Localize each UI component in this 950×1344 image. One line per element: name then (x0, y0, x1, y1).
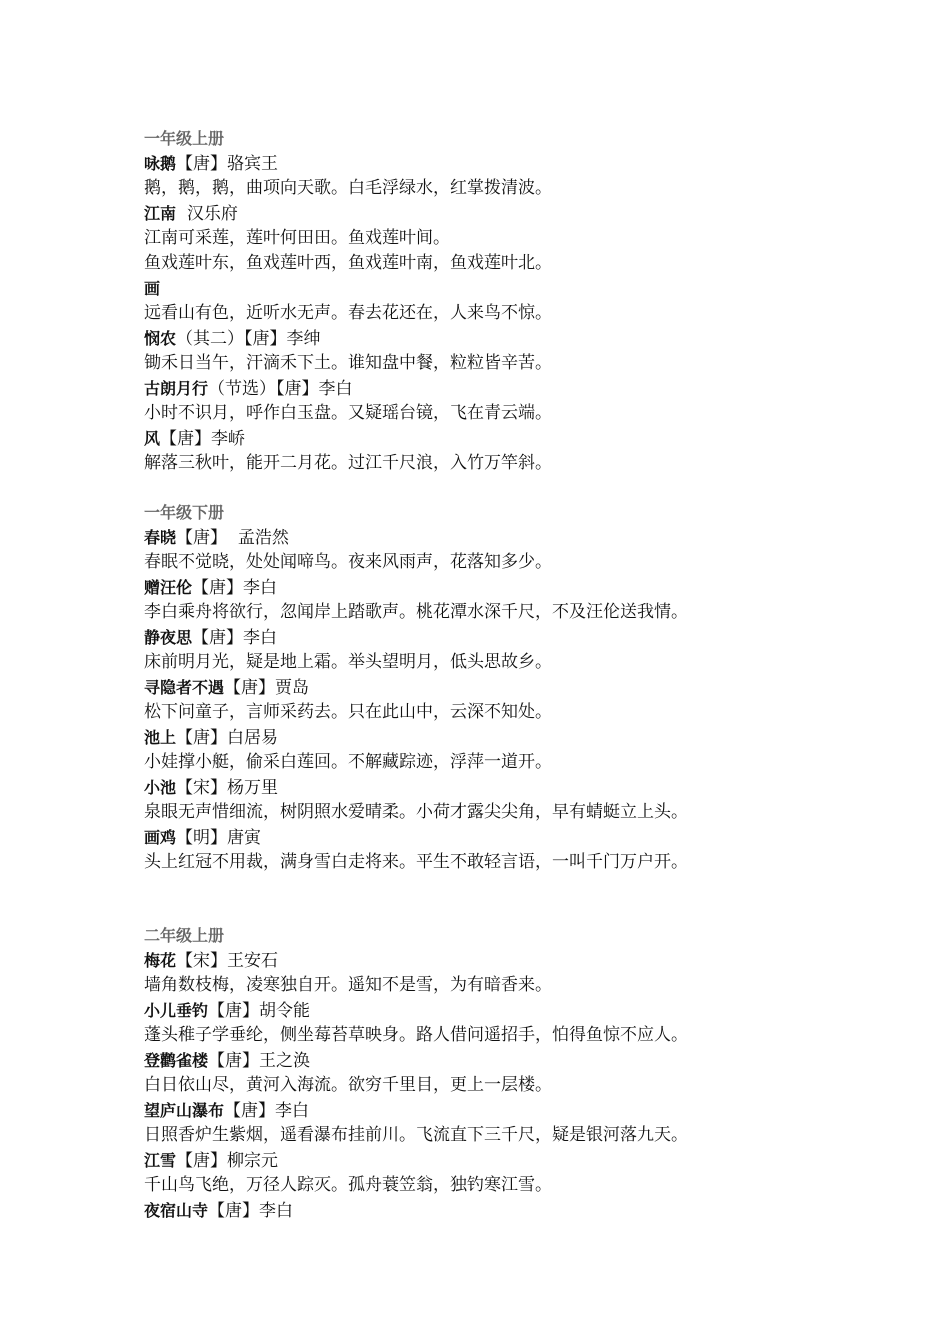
poem-title: 赠汪伦 (144, 578, 193, 597)
poem-title: 悯农 (144, 329, 177, 348)
poem-line: 鹅，鹅，鹅，曲项向天歌。白毛浮绿水，红掌拨清波。 (144, 178, 552, 198)
poem-line: 日照香炉生紫烟，遥看瀑布挂前川。飞流直下三千尺，疑是银河落九天。 (144, 1125, 688, 1145)
poem-author: 【唐】胡令能 (208, 1001, 311, 1021)
poem-header (144, 948, 924, 973)
poem-author: 【唐】李白 (192, 578, 278, 598)
poem-header (144, 1148, 924, 1173)
grade-heading: 二年级上册 (144, 926, 225, 945)
poem-header (144, 376, 924, 401)
poem-header (144, 151, 924, 176)
poem-title: 春晓 (144, 528, 177, 547)
poem-author: 【唐】李白 (276, 379, 353, 399)
poem-note: （其二） (176, 329, 245, 349)
poem-header (144, 1048, 924, 1073)
poem-line: 千山鸟飞绝，万径人踪灭。孤舟蓑笠翁，独钓寒江雪。 (144, 1175, 552, 1195)
poem-title: 古朗月行 (144, 379, 209, 398)
poem-title: 江南 (144, 204, 177, 223)
poem-header (144, 575, 924, 600)
poem-author: 【唐】李峤 (160, 429, 246, 449)
poem-line: 蓬头稚子学垂纶，侧坐莓苔草映身。路人借问遥招手，怕得鱼惊不应人。 (144, 1025, 688, 1045)
poem-title: 梅花 (144, 951, 177, 970)
poem-header (144, 725, 924, 750)
poem-header (144, 998, 924, 1023)
poem-header (144, 426, 924, 451)
poem-line: 小时不识月，呼作白玉盘。又疑瑶台镜，飞在青云端。 (144, 403, 552, 423)
poem-header (144, 276, 924, 301)
poem-line: 头上红冠不用裁，满身雪白走将来。平生不敢轻言语，一叫千门万户开。 (144, 852, 688, 872)
poem-line: 李白乘舟将欲行，忽闻岸上踏歌声。桃花潭水深千尺，不及汪伦送我情。 (144, 602, 688, 622)
poem-author: 【明】唐寅 (176, 828, 262, 848)
poem-line: 墙角数枝梅，凌寒独自开。遥知不是雪，为有暗香来。 (144, 975, 552, 995)
poem-header (144, 1098, 924, 1123)
poem-author: 【唐】柳宗元 (176, 1151, 279, 1171)
poem-author: 【唐】 孟浩然 (176, 528, 289, 548)
poem-author: 【唐】李白 (208, 1201, 294, 1221)
section-spacer (144, 875, 924, 923)
poem-author: 【唐】李绅 (244, 329, 321, 349)
poem-header (144, 675, 924, 700)
section-spacer (144, 476, 924, 500)
poem-author: 【唐】李白 (192, 628, 278, 648)
poem-author: 【唐】贾岛 (224, 678, 310, 698)
poem-author: 【唐】王之涣 (208, 1051, 311, 1071)
poem-title: 寻隐者不遇 (144, 678, 225, 697)
poem-author: 【宋】王安石 (176, 951, 279, 971)
poem-author: 【唐】白居易 (176, 728, 279, 748)
poem-header (144, 625, 924, 650)
poem-title: 静夜思 (144, 628, 193, 647)
poem-author: 【唐】骆宾王 (176, 154, 279, 174)
poem-line: 春眠不觉晓，处处闻啼鸟。夜来风雨声，花落知多少。 (144, 552, 552, 572)
poem-author: 汉乐府 (176, 204, 238, 224)
poem-header (144, 326, 924, 351)
poem-title: 夜宿山寺 (144, 1201, 209, 1220)
poem-header (144, 825, 924, 850)
document-page (144, 126, 924, 1223)
poem-title: 画 (144, 279, 161, 298)
poem-author: 【宋】杨万里 (176, 778, 279, 798)
poem-title: 小儿垂钓 (144, 1001, 209, 1020)
poem-line: 解落三秋叶，能开二月花。过江千尺浪，入竹万竿斜。 (144, 453, 552, 473)
poem-note: （节选） (208, 379, 277, 399)
poem-line: 江南可采莲，莲叶何田田。鱼戏莲叶间。 (144, 228, 450, 248)
poem-line: 松下问童子，言师采药去。只在此山中，云深不知处。 (144, 702, 552, 722)
poem-title: 登鹳雀楼 (144, 1051, 209, 1070)
poem-line: 白日依山尽，黄河入海流。欲穷千里目，更上一层楼。 (144, 1075, 552, 1095)
poem-header (144, 525, 924, 550)
poem-header (144, 775, 924, 800)
poem-title: 望庐山瀑布 (144, 1101, 225, 1120)
poem-title: 画鸡 (144, 828, 177, 847)
poem-author: 【唐】李白 (224, 1101, 310, 1121)
poem-line: 锄禾日当午，汗滴禾下土。谁知盘中餐，粒粒皆辛苦。 (144, 353, 552, 373)
poem-title: 咏鹅 (144, 154, 177, 173)
poem-header (144, 201, 924, 226)
poem-line: 鱼戏莲叶东，鱼戏莲叶西，鱼戏莲叶南，鱼戏莲叶北。 (144, 253, 552, 273)
poem-line: 远看山有色，近听水无声。春去花还在，人来鸟不惊。 (144, 303, 552, 323)
poem-title: 风 (144, 429, 161, 448)
poem-title: 池上 (144, 728, 177, 747)
poem-line: 床前明月光，疑是地上霜。举头望明月，低头思故乡。 (144, 652, 552, 672)
poem-line: 小娃撑小艇，偷采白莲回。不解藏踪迹，浮萍一道开。 (144, 752, 552, 772)
poem-title: 江雪 (144, 1151, 177, 1170)
poem-title: 小池 (144, 778, 177, 797)
grade-heading: 一年级下册 (144, 503, 225, 522)
poem-header (144, 1198, 924, 1223)
grade-heading: 一年级上册 (144, 129, 225, 148)
poem-line: 泉眼无声惜细流，树阴照水爱晴柔。小荷才露尖尖角，早有蜻蜓立上头。 (144, 802, 688, 822)
